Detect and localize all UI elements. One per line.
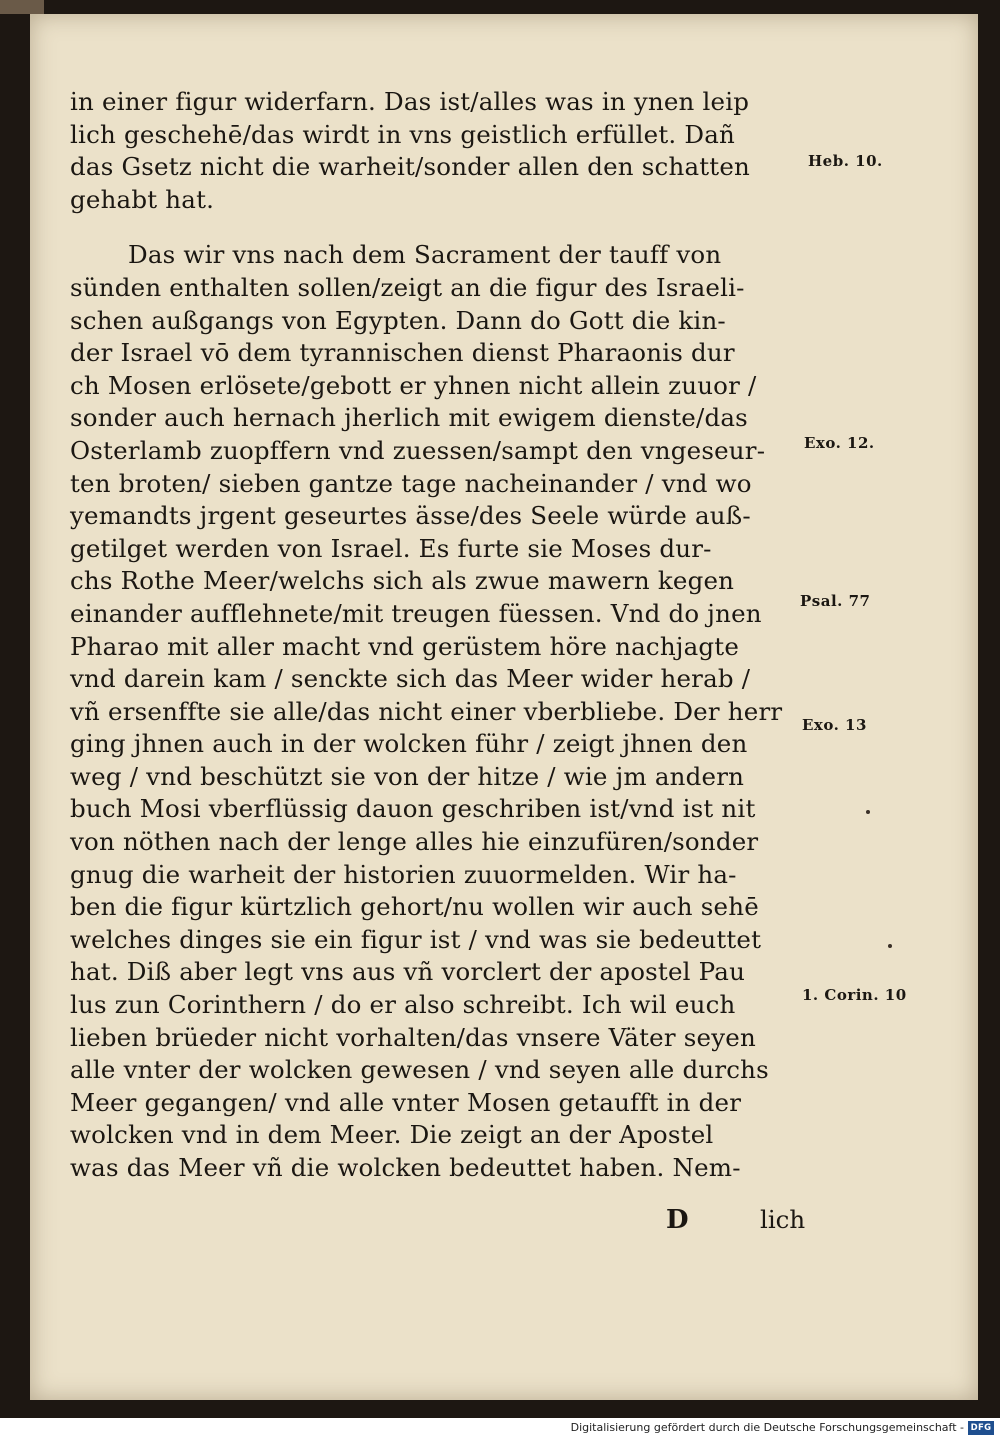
funding-notice: Digitalisierung gefördert durch die Deutsche Forschungsgemeinschaft - xyxy=(570,1421,964,1434)
dfg-logo-icon: DFG xyxy=(968,1421,994,1435)
text-line: getilget werden von Israel. Es furte sie Moses dur- xyxy=(70,533,712,563)
text-line: Osterlamb zuopffern vnd zuessen/sampt den vngeseur- xyxy=(70,435,766,465)
margin-note-heb: Heb. 10. xyxy=(808,152,883,170)
text-line: schen außgangs von Egypten. Dann do Gott die kin- xyxy=(70,305,726,335)
scan-corner-mark xyxy=(0,0,44,14)
text-line: gnug die warheit der historien zuuormelden. Wir ha- xyxy=(70,859,737,889)
margin-note-cor: 1. Corin. 10 xyxy=(802,986,907,1004)
text-line: ch Mosen erlösete/gebott er yhnen nicht allein zuuor / xyxy=(70,370,757,400)
text-line: buch Mosi vberflüssig dauon geschriben ist/vnd ist nit xyxy=(70,794,756,824)
text-line: ging jhnen auch in der wolcken führ / zeigt jhnen den xyxy=(70,729,748,759)
text-line: wolcken vnd in dem Meer. Die zeigt an der Apostel xyxy=(70,1120,714,1150)
text-line: sünden enthalten sollen/zeigt an die figur des Israeli- xyxy=(70,272,745,302)
text-line: weg / vnd beschützt sie von der hitze / wie jm andern xyxy=(70,761,745,791)
text-line: hat. Diß aber legt vns aus vñ vorclert der apostel Pau xyxy=(70,957,746,987)
text-line: Pharao mit aller macht vnd gerüstem höre nachjagte xyxy=(70,631,740,661)
text-line: in einer figur widerfarn. Das ist/alles was in ynen leip xyxy=(70,87,750,116)
page-text xyxy=(70,86,830,1185)
text-line: vñ ersenffte sie alle/das nicht einer vberbliebe. Der herr xyxy=(70,696,783,726)
catchword: lich xyxy=(760,1205,806,1234)
paragraph-gap xyxy=(70,216,830,239)
signature-mark: D xyxy=(666,1205,689,1235)
text-line: Meer gegangen/ vnd alle vnter Mosen getaufft in der xyxy=(70,1087,742,1117)
text-line: gehabt hat. xyxy=(70,184,215,214)
text-line: lieben brüeder nicht vorhalten/das vnsere Väter seyen xyxy=(70,1022,756,1052)
text-line: chs Rothe Meer/welchs sich als zwue mawern kegen xyxy=(70,566,735,596)
page-foot xyxy=(70,1202,806,1238)
text-line: das Gsetz nicht die warheit/sonder allen den schatten xyxy=(70,152,751,182)
text-line: lich geschehē/das wirdt in vns geistlich erfüllet. Dañ xyxy=(70,119,735,149)
text-line: alle vnter der wolcken gewesen / vnd seyen alle durchs xyxy=(70,1055,769,1085)
text-line-paragraph-start: Das wir vns nach dem Sacrament der tauff von xyxy=(128,240,722,270)
text-line: von nöthen nach der lenge alles hie einzufüren/sonder xyxy=(70,827,759,857)
margin-note-exo-12: Exo. 12. xyxy=(804,434,875,452)
text-line: welches dinges sie ein figur ist / vnd was sie bedeuttet xyxy=(70,924,762,954)
margin-note-exo-13: Exo. 13 xyxy=(802,716,867,734)
text-line: der Israel vō dem tyrannischen dienst Pharaonis dur xyxy=(70,338,735,368)
text-line: lus zun Corinthern / do er also schreibt. Ich wil euch xyxy=(70,990,736,1020)
text-line: vnd darein kam / senckte sich das Meer wider herab / xyxy=(70,664,751,694)
text-line: einander aufflehnete/mit treugen füessen. Vnd do jnen xyxy=(70,598,762,628)
text-line: ben die figur kürtzlich gehort/nu wollen wir auch sehē xyxy=(70,892,759,922)
text-line: was das Meer vñ die wolcken bedeuttet haben. Nem- xyxy=(70,1153,741,1182)
book-page xyxy=(30,14,978,1400)
text-line: sonder auch hernach jherlich mit ewigem dienste/das xyxy=(70,403,748,433)
ink-speck xyxy=(866,810,870,814)
text-line: ten broten/ sieben gantze tage nacheinander / vnd wo xyxy=(70,468,752,498)
footer-bar xyxy=(0,1418,1000,1438)
ink-speck xyxy=(888,944,892,948)
text-line: yemandts jrgent geseurtes ässe/des Seele würde auß- xyxy=(70,501,751,531)
margin-note-psal: Psal. 77 xyxy=(800,592,871,610)
